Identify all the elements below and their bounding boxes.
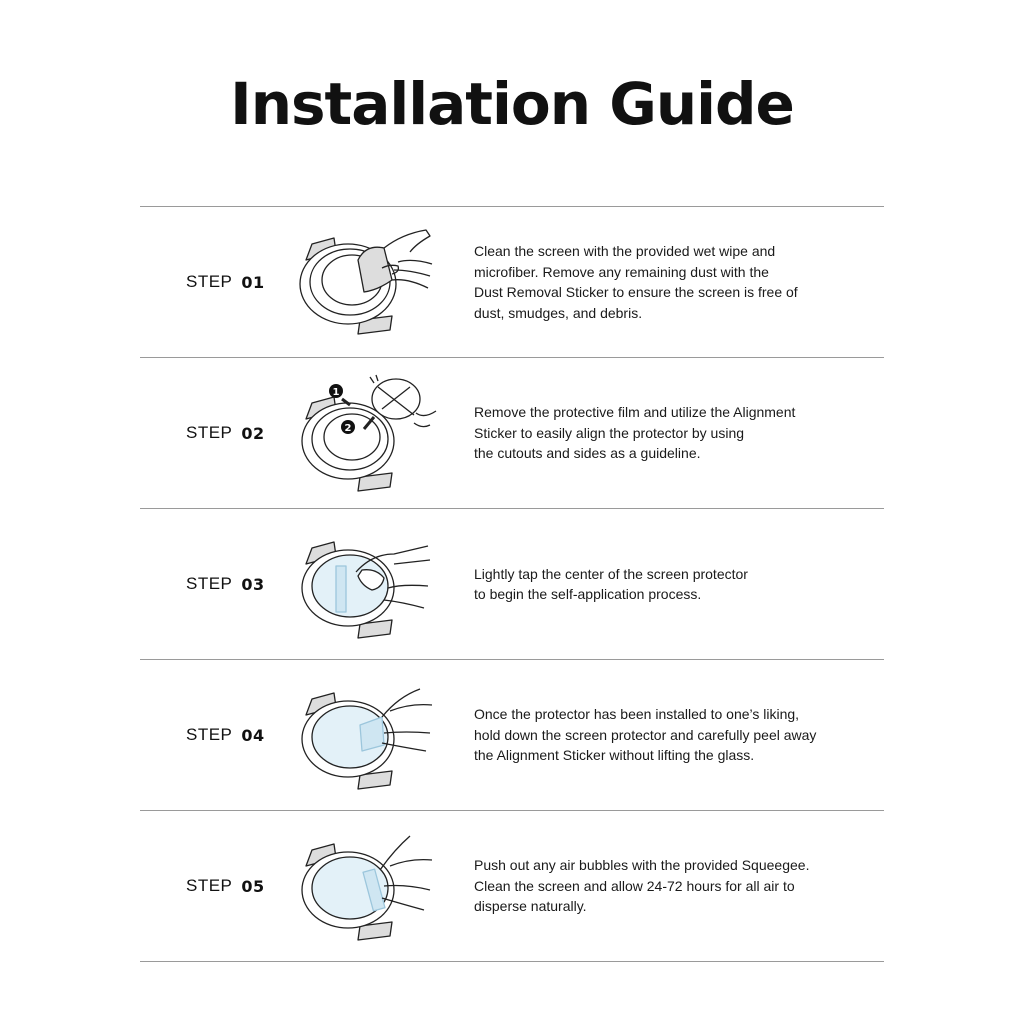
peel-sticker-icon — [298, 675, 438, 795]
step-01-row — [140, 206, 884, 357]
step-word: STEP — [186, 272, 233, 291]
wipe-screen-icon — [298, 222, 438, 342]
step-label — [186, 811, 265, 961]
step-label — [186, 660, 265, 810]
description-line: Clean the screen and allow 24-72 hours for all air to — [474, 877, 795, 894]
step-word: STEP — [186, 725, 233, 744]
step-number: 01 — [241, 272, 265, 292]
tap-center-icon — [298, 524, 438, 644]
step-description — [474, 509, 874, 659]
description-line: the Alignment Sticker without lifting the glass. — [474, 747, 755, 764]
installation-steps — [140, 206, 884, 962]
step-label — [186, 509, 265, 659]
description-line: Dust Removal Sticker to ensure the screen is free of — [474, 284, 798, 300]
marker-2: 2 — [344, 423, 352, 434]
step-02-row — [140, 357, 884, 508]
description-line: microfiber. Remove any remaining dust with the — [474, 263, 769, 280]
step-number: 05 — [241, 876, 265, 896]
description-line: to begin the self-application process. — [474, 586, 702, 602]
step-description — [474, 358, 874, 508]
description-line: Lightly tap the center of the screen protector — [474, 565, 748, 582]
step-05-row — [140, 810, 884, 962]
description-line: Remove the protective film and utilize the Alignment — [474, 404, 796, 421]
description-line: Clean the screen with the provided wet wipe and — [474, 243, 776, 259]
description-line: hold down the screen protector and carefully peel away — [474, 726, 817, 743]
step-number: 03 — [241, 574, 265, 594]
step-description — [474, 811, 874, 961]
squeegee-icon — [298, 826, 438, 946]
step-word: STEP — [186, 423, 233, 442]
description-line: disperse naturally. — [474, 898, 587, 915]
description-line: the cutouts and sides as a guideline. — [474, 445, 701, 462]
step-description — [474, 207, 874, 357]
step-number: 02 — [241, 423, 265, 443]
step-word: STEP — [186, 574, 233, 593]
marker-1: 1 — [332, 387, 340, 398]
step-description — [474, 660, 874, 810]
description-line: Push out any air bubbles with the provided Squeegee. — [474, 857, 810, 874]
page-title: Installation Guide — [230, 70, 794, 138]
align-protector-icon — [298, 373, 438, 493]
description-line: Once the protector has been installed to one’s liking, — [474, 706, 800, 723]
step-04-row — [140, 659, 884, 810]
description-line: dust, smudges, and debris. — [474, 304, 643, 321]
step-number: 04 — [241, 725, 265, 745]
step-label — [186, 358, 265, 508]
step-03-row — [140, 508, 884, 659]
description-line: Sticker to easily align the protector by using — [474, 424, 745, 441]
step-word: STEP — [186, 876, 233, 895]
step-label — [186, 207, 265, 357]
